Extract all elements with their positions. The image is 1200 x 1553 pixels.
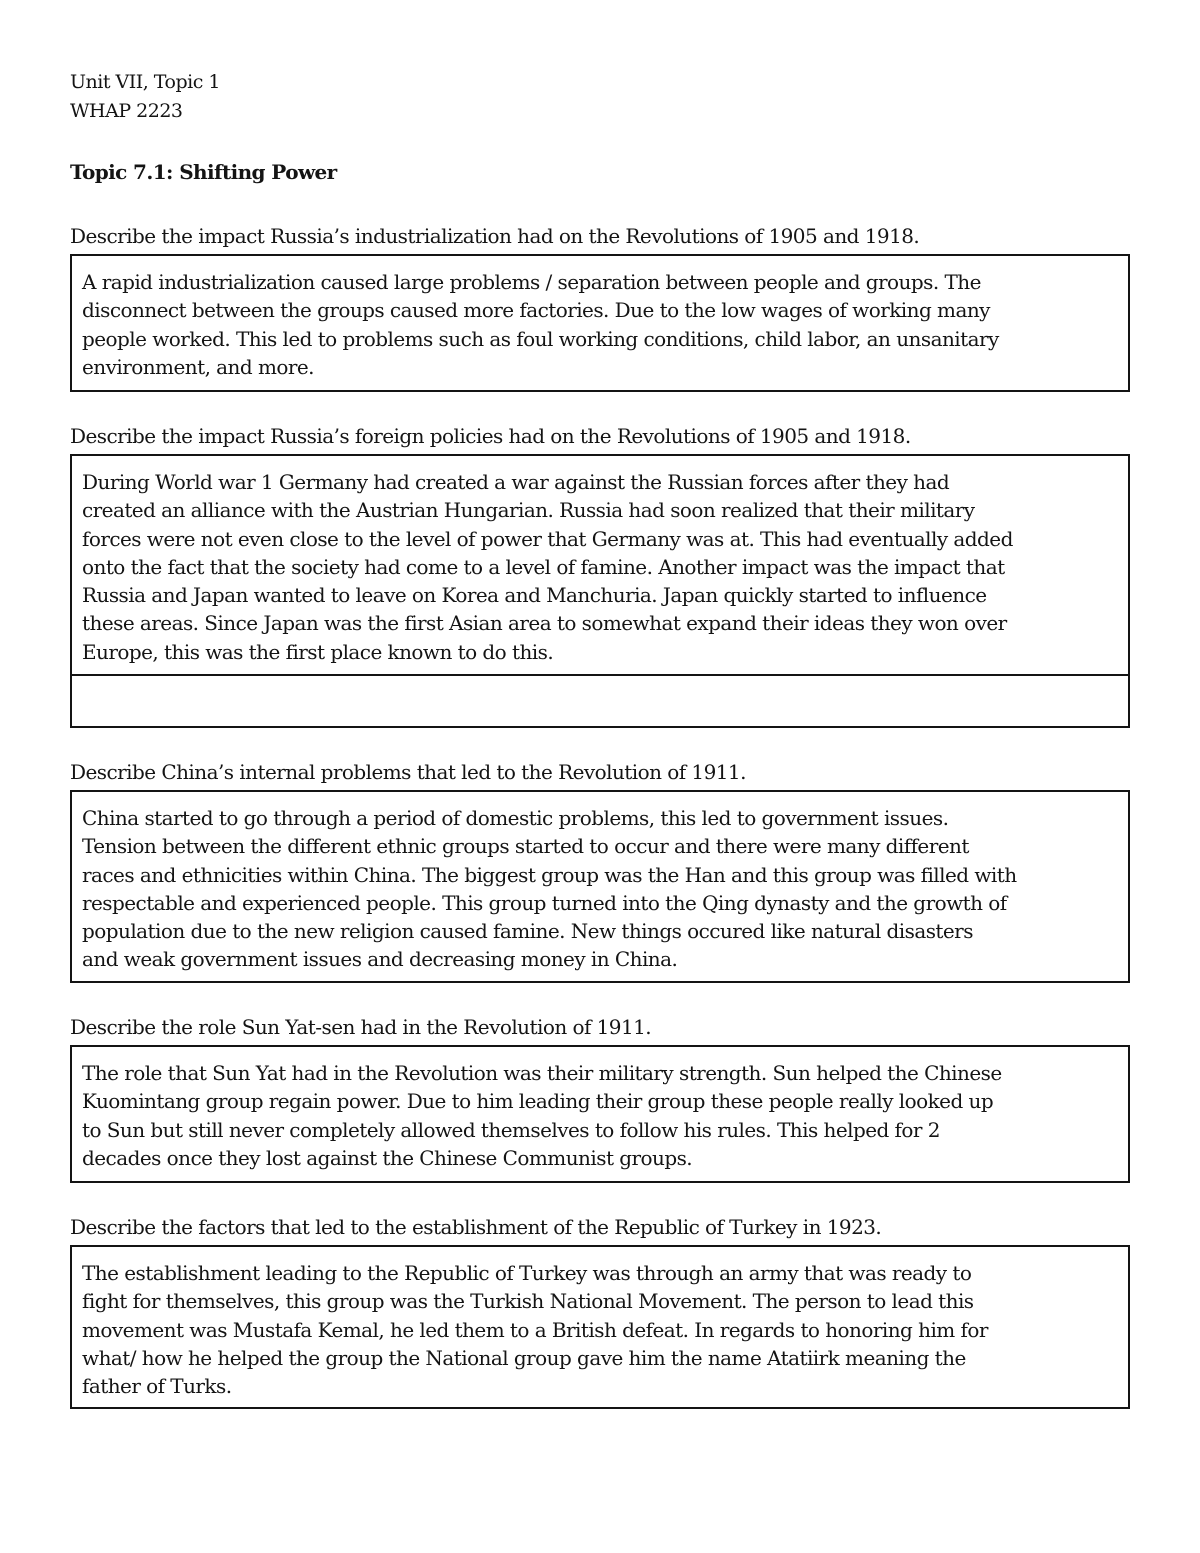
question-section-republic-of-turkey — [70, 1213, 1130, 1409]
answer-line: environment, and more. — [82, 354, 314, 379]
question-text: Describe the impact Russia’s foreign policies had on the Revolutions of 1905 and 1918. — [70, 424, 911, 448]
question-text: Describe the role Sun Yat-sen had in the Revolution of 1911. — [70, 1015, 652, 1039]
answer-line: to Sun but still never completely allowed themselves to follow his rules. This helped for 2 — [82, 1117, 940, 1142]
unit-topic-label: Unit VII, Topic 1 — [70, 71, 220, 93]
answer-line: created an alliance with the Austrian Hungarian. Russia had soon realized that their military — [82, 498, 975, 523]
answer-line: movement was Mustafa Kemal, he led them to a British defeat. In regards to honoring him for — [82, 1317, 988, 1342]
answer-line: what/ how he helped the group the National group gave him the name Atatiirk meaning the — [82, 1345, 966, 1370]
answer-line: fight for themselves, this group was the Turkish National Movement. The person to lead this — [82, 1289, 974, 1314]
answer-line: onto the fact that the society had come to a level of famine. Another impact was the impact that — [82, 554, 1005, 579]
answer-line: population due to the new religion caused famine. New things occured like natural disasters — [82, 919, 973, 944]
answer-box[interactable] — [70, 790, 1130, 983]
course-code-label: WHAP 2223 — [70, 100, 183, 122]
answer-line: and weak government issues and decreasing money in China. — [82, 947, 678, 972]
answer-line: The role that Sun Yat had in the Revolution was their military strength. Sun helped the Chinese — [82, 1061, 1002, 1085]
answer-line: races and ethnicities within China. The biggest group was the Han and this group was filled with — [82, 862, 1017, 887]
answer-line: forces were not even close to the level of power that Germany was at. This had eventually added — [82, 526, 1013, 551]
answer-line: Kuomintang group regain power. Due to him leading their group these people really looked up — [82, 1089, 994, 1114]
answer-box[interactable] — [70, 454, 1130, 676]
document-header — [70, 0, 1130, 126]
question-text: Describe the impact Russia’s industrialization had on the Revolutions of 1905 and 1918. — [70, 224, 920, 248]
answer-line: Europe, this was the first place known to do this. — [82, 639, 554, 664]
question-text: Describe China’s internal problems that led to the Revolution of 1911. — [70, 760, 746, 784]
empty-answer-row[interactable] — [70, 676, 1130, 728]
question-text: Describe the factors that led to the establishment of the Republic of Turkey in 1923. — [70, 1215, 882, 1239]
answer-line: disconnect between the groups caused more factories. Due to the low wages of working many — [82, 298, 990, 323]
answer-line: respectable and experienced people. This group turned into the Qing dynasty and the growth of — [82, 890, 1007, 915]
answer-line: China started to go through a period of domestic problems, this led to government issues. — [82, 806, 949, 830]
question-section-sun-yat-sen — [70, 1013, 1130, 1183]
page-title: Topic 7.1: Shifting Power — [70, 160, 337, 184]
question-section-russia-industrialization — [70, 222, 1130, 392]
answer-box[interactable] — [70, 1245, 1130, 1409]
answer-line: father of Turks. — [82, 1374, 232, 1399]
answer-line: these areas. Since Japan was the first Asian area to somewhat expand their ideas they won over — [82, 611, 1007, 636]
answer-box[interactable] — [70, 1045, 1130, 1183]
answer-line: people worked. This led to problems such as foul working conditions, child labor, an unsanitary — [82, 326, 999, 351]
answer-line: A rapid industrialization caused large problems / separation between people and groups. The — [82, 270, 981, 294]
answer-line: The establishment leading to the Republic of Turkey was through an army that was ready to — [82, 1261, 972, 1285]
question-section-russia-foreign-policy — [70, 422, 1130, 728]
answer-line: decades once they lost against the Chinese Communist groups. — [82, 1145, 693, 1170]
question-section-china-internal-problems — [70, 758, 1130, 983]
answer-box[interactable] — [70, 254, 1130, 392]
answer-line: Tension between the different ethnic groups started to occur and there were many different — [82, 834, 969, 859]
answer-line: Russia and Japan wanted to leave on Korea and Manchuria. Japan quickly started to influence — [82, 583, 987, 608]
answer-line: During World war 1 Germany had created a war against the Russian forces after they had — [82, 470, 950, 494]
